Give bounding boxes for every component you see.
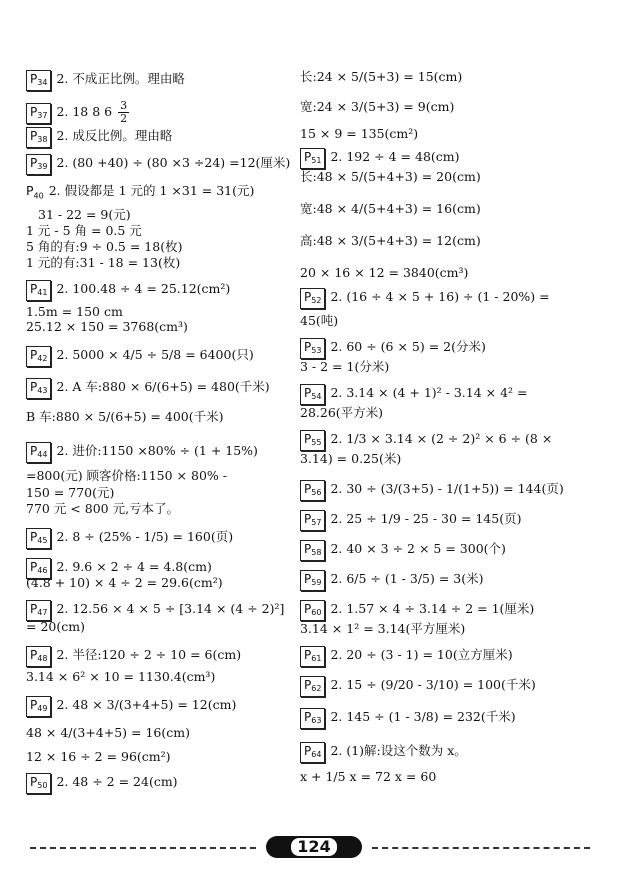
answer-text: = 20(cm) (26, 619, 85, 634)
answer-line (300, 234, 481, 248)
answer-line (26, 256, 180, 270)
answer-text: 2. 12.56 × 4 × 5 ÷ [3.14 × (4 ÷ 2)²] (56, 601, 285, 616)
answer-line (300, 360, 389, 374)
page-ref-box: $P_{55}$ (300, 430, 325, 451)
answer-text: 2. 145 ÷ (1 - 3/8) = 232(千米) (330, 709, 516, 724)
answer-line (300, 708, 516, 729)
answer-line (38, 208, 131, 222)
answer-line (26, 184, 254, 204)
page-ref-number: 59 (311, 578, 322, 587)
answer-line (26, 528, 233, 549)
answer-line (26, 600, 284, 621)
page-ref-box: $P_{46}$ (26, 558, 51, 579)
answer-text: 5 角的有:9 ÷ 0.5 = 18(枚) (26, 239, 183, 254)
answer-line (300, 100, 454, 114)
answer-line (300, 480, 564, 501)
answer-line (300, 452, 401, 466)
answer-line (300, 338, 486, 359)
page-ref-box: $P_{53}$ (300, 338, 325, 359)
answer-line (26, 773, 178, 794)
answer-line (26, 280, 230, 301)
page-ref-box: $P_{60}$ (300, 600, 325, 621)
answer-text: 2. 5000 × 4/5 ÷ 5/8 = 6400(只) (56, 347, 254, 362)
answer-text: 2. 18 8 6 (56, 104, 117, 119)
footer-right-rule (372, 847, 590, 849)
answer-line (26, 410, 223, 424)
answer-line (26, 469, 227, 483)
page-ref-number: 38 (37, 135, 48, 144)
answer-text: x + 1/5 x = 72 x = 60 (300, 769, 437, 784)
answer-line (26, 696, 236, 717)
answer-line (26, 670, 215, 684)
answer-text: 3.14 × 1² = 3.14(平方厘米) (300, 621, 466, 636)
answer-line (26, 378, 270, 399)
answer-line (300, 770, 436, 784)
answer-line (26, 620, 85, 634)
answer-line (300, 676, 536, 697)
page-footer (30, 836, 590, 858)
page-ref-box: $P_{64}$ (300, 742, 325, 763)
answer-text: 3 - 2 = 1(分米) (300, 359, 390, 374)
answer-text: 2. A 车:880 × 6/(6+5) = 480(千米) (56, 379, 270, 394)
page-ref-number: 54 (311, 392, 322, 401)
answer-line (26, 486, 114, 500)
answer-text: =800(元) 顾客价格:1150 × 80% - (26, 468, 227, 483)
answer-line (26, 100, 131, 125)
answer-text: 长:48 × 5/(5+4+3) = 20(cm) (300, 169, 481, 184)
answer-line (26, 240, 182, 254)
answer-line (300, 600, 534, 621)
answer-line (300, 314, 338, 328)
page-ref-number: 45 (37, 536, 48, 545)
answer-line (26, 646, 241, 667)
page-ref-number: 37 (37, 111, 48, 120)
answer-line (26, 305, 123, 319)
answer-line (26, 154, 290, 175)
answer-line (300, 288, 550, 309)
answer-line (26, 320, 188, 334)
answer-text: 2. 假设都是 1 元的 1 ×31 = 31(元) (48, 183, 255, 198)
page-ref-number: 60 (311, 608, 322, 617)
page-ref-number: 44 (37, 450, 48, 459)
answer-text: 2. 30 ÷ (3/(3+5) - 1/(1+5)) = 144(页) (330, 481, 564, 496)
page-ref-number: 53 (311, 346, 322, 355)
answer-line (26, 576, 223, 590)
answer-text: 2. 100.48 ÷ 4 = 25.12(cm²) (56, 281, 231, 296)
answer-text: 150 = 770(元) (26, 485, 115, 500)
answer-text: B 车:880 × 5/(6+5) = 400(千米) (26, 409, 224, 424)
page-ref-box: $P_{43}$ (26, 378, 51, 399)
answer-line (300, 266, 468, 280)
page-ref-box: $P_{52}$ (300, 288, 325, 309)
answer-line (26, 750, 171, 764)
page-ref-number: 57 (311, 518, 322, 527)
answer-text: 2. 6/5 ÷ (1 - 3/5) = 3(米) (330, 571, 484, 586)
answer-line (300, 622, 465, 636)
answer-text: 2. 半径:120 ÷ 2 ÷ 10 = 6(cm) (56, 647, 242, 662)
page-ref-box: $P_{39}$ (26, 154, 51, 175)
answer-text: 宽:48 × 4/(5+4+3) = 16(cm) (300, 201, 481, 216)
page-ref-number: 41 (37, 288, 48, 297)
answer-line (300, 202, 481, 216)
page-ref-box: $P_{56}$ (300, 480, 325, 501)
page-ref-box: $P_{59}$ (300, 570, 325, 591)
answer-text: 2. 成反比例。理由略 (56, 128, 173, 143)
page-ref-number: 55 (311, 438, 322, 447)
page-ref-number: 61 (311, 654, 322, 663)
answer-line (26, 127, 172, 148)
page-ref-plain: $P_{40}$ (26, 183, 44, 201)
answer-text: 2. (80 +40) ÷ (80 ×3 ÷24) =12(厘米) (56, 155, 291, 170)
answer-text: 1 元的有:31 - 18 = 13(枚) (26, 255, 181, 270)
answer-text: 2. 192 ÷ 4 = 48(cm) (330, 149, 460, 164)
page-ref-number: 64 (311, 750, 322, 759)
page-ref-box: $P_{38}$ (26, 127, 51, 148)
answer-text: 2. 20 ÷ (3 - 1) = 10(立方厘米) (330, 647, 513, 662)
answer-text: 770 元 < 800 元,亏本了。 (26, 501, 180, 516)
page-ref-box: $P_{37}$ (26, 103, 51, 124)
answer-line (300, 742, 467, 763)
answer-line (300, 406, 383, 420)
page-ref-number: 46 (37, 566, 48, 575)
page-ref-box: $P_{50}$ (26, 773, 51, 794)
answer-text: 3.14 × 6² × 10 = 1130.4(cm³) (26, 669, 216, 684)
footer-left-rule (30, 847, 256, 849)
answer-line (300, 127, 418, 141)
answer-line (300, 70, 462, 84)
fraction (118, 100, 129, 125)
page-ref-number: 63 (311, 716, 322, 725)
page-ref-box: $P_{47}$ (26, 600, 51, 621)
answer-text: 2. 3.14 × (4 + 1)² - 3.14 × 4² = (330, 385, 528, 400)
answer-text: 1.5m = 150 cm (26, 304, 123, 319)
answer-text: 2. 40 × 3 ÷ 2 × 5 = 300(个) (330, 541, 506, 556)
page-ref-box: $P_{44}$ (26, 442, 51, 463)
answer-text: 2. (1)解:设这个数为 x。 (330, 743, 467, 758)
answer-text: 2. 进价:1150 ×80% ÷ (1 + 15%) (56, 443, 258, 458)
page-ref-box: $P_{45}$ (26, 528, 51, 549)
page-ref-box: $P_{34}$ (26, 70, 51, 91)
answer-line (300, 148, 460, 169)
answer-text: 2. 15 ÷ (9/20 - 3/10) = 100(千米) (330, 677, 536, 692)
answer-line (300, 510, 521, 531)
answer-text: 2. (16 ÷ 4 × 5 + 16) ÷ (1 - 20%) = (330, 289, 550, 304)
answer-text: 宽:24 × 3/(5+3) = 9(cm) (300, 99, 455, 114)
page-ref-number: 42 (37, 354, 48, 363)
answer-line (26, 224, 142, 238)
answer-text: 2. 25 ÷ 1/9 - 25 - 30 = 145(页) (330, 511, 522, 526)
answer-line (300, 570, 484, 591)
page-number-badge (266, 836, 362, 858)
answer-text: 25.12 × 150 = 3768(cm³) (26, 319, 188, 334)
answer-text: (4.8 + 10) × 4 ÷ 2 = 29.6(cm²) (26, 575, 223, 590)
answer-text: 高:48 × 3/(5+4+3) = 12(cm) (300, 233, 481, 248)
page-ref-number: 43 (37, 386, 48, 395)
fraction-numerator: 3 (120, 99, 128, 112)
fraction-denominator: 2 (120, 112, 128, 125)
answer-line (26, 70, 185, 91)
answer-line (26, 346, 254, 367)
answer-text: 48 × 4/(3+4+5) = 16(cm) (26, 725, 190, 740)
answer-text: 2. 1/3 × 3.14 × (2 ÷ 2)² × 6 ÷ (8 × (330, 431, 553, 446)
answer-line (300, 430, 552, 451)
answer-text: 2. 9.6 × 2 ÷ 4 = 4.8(cm) (56, 559, 212, 574)
page-ref-box: $P_{63}$ (300, 708, 325, 729)
page-ref-number: 39 (37, 162, 48, 171)
page-ref-number: 34 (37, 78, 48, 87)
page-ref-number: 51 (311, 156, 322, 165)
answer-line (26, 726, 190, 740)
answer-text: 31 - 22 = 9(元) (38, 207, 131, 222)
answer-text: 45(吨) (300, 313, 339, 328)
page-ref-box: $P_{57}$ (300, 510, 325, 531)
page-ref-number: 58 (311, 548, 322, 557)
answer-line (300, 540, 506, 561)
answer-text: 2. 8 ÷ (25% - 1/5) = 160(页) (56, 529, 234, 544)
answer-text: 20 × 16 × 12 = 3840(cm³) (300, 265, 469, 280)
page-ref-number: 48 (37, 654, 48, 663)
page-ref-box: $P_{61}$ (300, 646, 325, 667)
answer-text: 15 × 9 = 135(cm²) (300, 126, 419, 141)
answer-line (300, 384, 528, 405)
page-ref-number: 56 (311, 488, 322, 497)
page-ref-number: 62 (311, 684, 322, 693)
page-ref-number: 52 (311, 296, 322, 305)
page-ref-box: $P_{41}$ (26, 280, 51, 301)
answer-line (26, 502, 179, 516)
page-ref-box: $P_{51}$ (300, 148, 325, 169)
answer-text: 28.26(平方米) (300, 405, 384, 420)
page-ref-box: $P_{49}$ (26, 696, 51, 717)
page-ref-box: $P_{62}$ (300, 676, 325, 697)
answer-text: 2. 不成正比例。理由略 (56, 71, 185, 86)
answer-text: 1 元 - 5 角 = 0.5 元 (26, 223, 142, 238)
page-ref-number: 49 (37, 704, 48, 713)
answer-line (26, 442, 258, 463)
page-ref-number: 47 (37, 608, 48, 617)
answer-text: 12 × 16 ÷ 2 = 96(cm²) (26, 749, 171, 764)
answer-text: 2. 48 × 3/(3+4+5) = 12(cm) (56, 697, 237, 712)
page-ref-box: $P_{42}$ (26, 346, 51, 367)
answer-text: 2. 60 ÷ (6 × 5) = 2(分米) (330, 339, 486, 354)
answer-text: 2. 48 ÷ 2 = 24(cm) (56, 774, 178, 789)
answer-text: 2. 1.57 × 4 ÷ 3.14 ÷ 2 = 1(厘米) (330, 601, 535, 616)
answer-text: 3.14) = 0.25(米) (300, 451, 402, 466)
answer-text: 长:24 × 5/(5+3) = 15(cm) (300, 69, 463, 84)
page-ref-box: $P_{48}$ (26, 646, 51, 667)
page-number: 124 (291, 838, 336, 856)
page-ref-number: 40 (33, 191, 44, 201)
page-ref-number: 50 (37, 781, 48, 790)
page-ref-box: $P_{58}$ (300, 540, 325, 561)
answer-line (300, 170, 481, 184)
page-ref-box: $P_{54}$ (300, 384, 325, 405)
answer-line (300, 646, 513, 667)
